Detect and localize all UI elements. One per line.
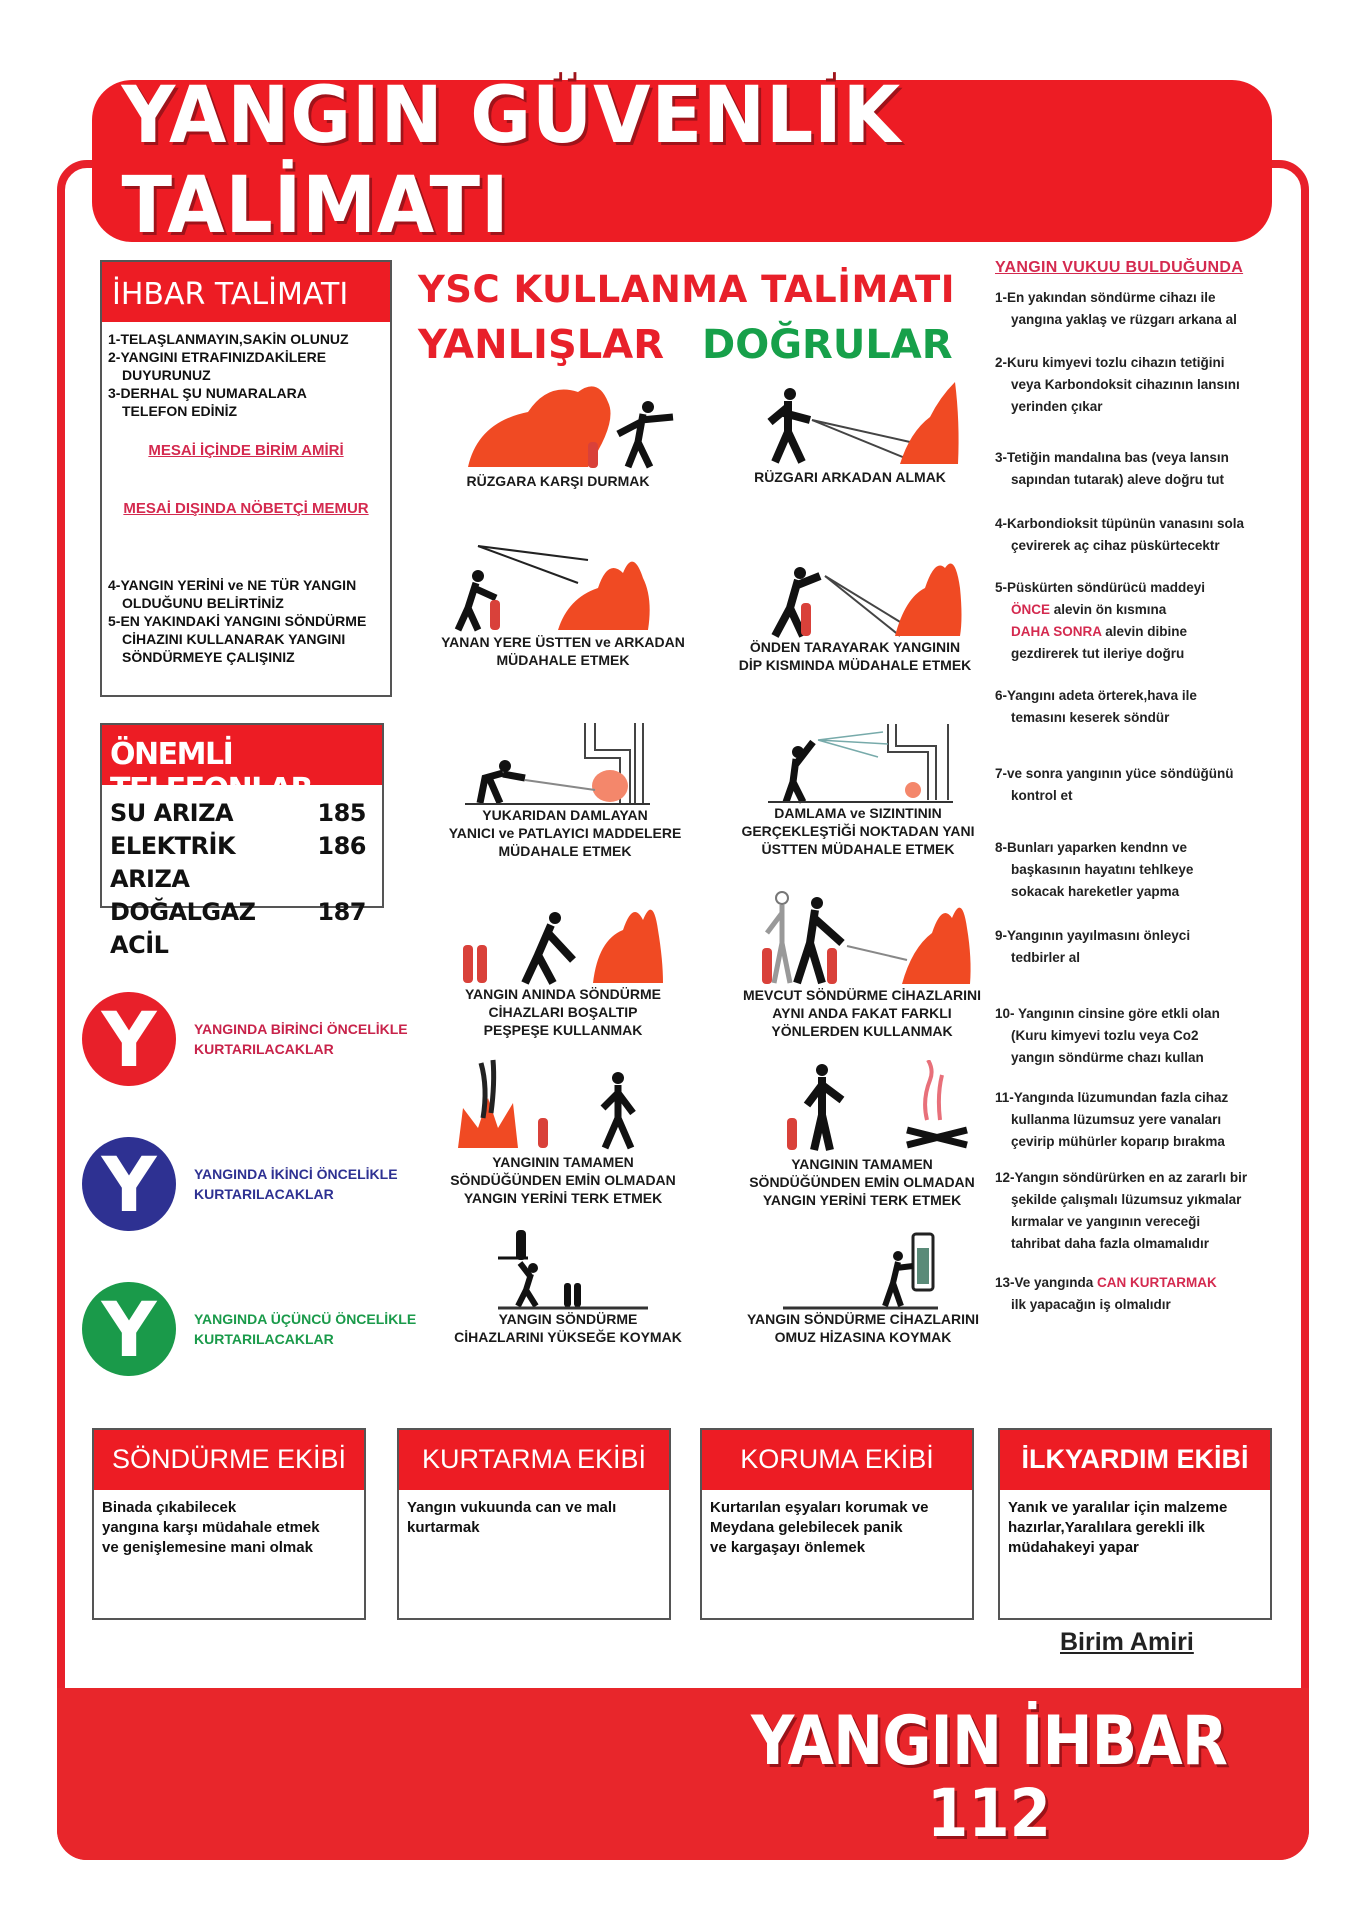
pictogram-caption: YANGININ TAMAMEN SÖNDÜĞÜNDEN EMİN OLMADAN YANGIN YERİNİ TERK ETMEK [450,1154,676,1206]
pictogram-caption: YUKARIDAN DAMLAYAN YANICI ve PATLAYICI MADDELERE MÜDAHALE ETMEK [448,807,682,859]
pictogram-caption: YANGIN SÖNDÜRME CİHAZLARINI YÜKSEĞE KOYMAK [454,1311,682,1345]
empty-extinguishers-wrong-icon [443,890,683,985]
priority-badge-red-icon: Y [82,992,176,1086]
priority-badge-green-icon: Y [82,1282,176,1376]
sweep-base-right-icon [735,548,975,638]
ihbar-step: 4-YANGIN YERİNİ ve NE TÜR YANGIN [108,577,357,593]
priority-second [82,1137,398,1231]
instruction-item: 9-Yangının yayılmasını önleyci tedbirler al [995,928,1191,965]
contact-in-hours: MESAİ İÇİNDE BİRİM AMİRİ [148,442,344,459]
instruction-item: 13-Ve yangında CAN KURTARMAK ilk yapacağın iş olmalıdır [995,1275,1217,1312]
spray-from-top-wrong-icon [438,538,688,633]
team-title: KORUMA EKİBİ [702,1430,972,1490]
wrong-pictogram [418,1058,708,1207]
ihbar-step-cont: SÖNDÜRMEYE ÇALIŞINIZ [122,649,295,665]
phone-row [102,830,382,896]
pictogram-caption: YANGININ TAMAMEN SÖNDÜĞÜNDEN EMİN OLMADAN YANGIN YERİNİ TERK ETMEK [749,1156,975,1208]
instruction-item: 1-En yakından söndürme cihazı ile yangına yaklaş ve rüzgarı arkana al [995,290,1237,327]
instruction-item: 2-Kuru kimyevi tozlu cihazın tetiğini veya Karbondoksit cihazının lansını yerinden çıkar [995,355,1240,414]
pictogram-caption: DAMLAMA ve SIZINTININ GERÇEKLEŞTİĞİ NOKTADAN YANI ÜSTTEN MÜDAHALE ETMEK [741,805,975,857]
team-sondurme [92,1428,366,1620]
priority-badge-blue-icon: Y [82,1137,176,1231]
right-pictogram [708,722,1008,858]
ihbar-step: 5-EN YAKINDAKİ YANGINI SÖNDÜRME [108,613,367,629]
instruction-item: 12-Yangın söndürürken en az zararlı bir şekilde çalışmalı lüzumsuz yıkmalar kırmalar ve yangının vereceği tahribat daha fazla olmamalıdır [995,1170,1248,1251]
contact-out-hours: MESAİ DIŞINDA NÖBETÇİ MEMUR [123,500,369,517]
team-title: KURTARMA EKİBİ [399,1430,669,1490]
leaving-fire-wrong-icon [443,1058,683,1153]
wrong-pictogram [420,718,710,860]
team-kurtarma [397,1428,671,1620]
dripping-fire-wrong-icon [445,718,685,806]
ihbar-step-cont: TELEFON EDİNİZ [122,403,238,419]
pictogram-caption: YANAN YERE ÜSTTEN ve ARKADAN MÜDAHALE ETMEK [441,634,685,668]
pictogram-caption: YANGIN ANINDA SÖNDÜRME CİHAZLARI BOŞALTIP PEŞPEŞE KULLANMAK [464,986,661,1038]
right-pictogram [718,1228,1008,1346]
right-pictogram [710,548,1000,674]
important-phones-title: ÖNEMLİ TELEFONLAR [102,725,382,785]
ihbar-step-cont: DUYURUNUZ [122,367,211,383]
signature-label: Birim Amiri [1060,1628,1194,1656]
wrong-pictogram [428,1228,708,1346]
team-description: Yanık ve yaralılar için malzeme hazırlar,Yaralılara gerekli ilk müdahakeyi yapar [1008,1499,1228,1556]
on-fire-instructions [995,257,1305,1312]
right-column-title: DOĞRULAR [702,322,953,368]
fire-wind-wrong-icon [438,372,678,472]
phone-label: ELEKTRİK ARIZA [110,832,236,893]
instruction-item: 3-Tetiğin mandalına bas (veya lansın sapından tutarak) aleve doğru tut [995,450,1229,487]
shoulder-height-right-icon [743,1228,983,1310]
ihbar-talimati-title: İHBAR TALİMATI [102,262,390,322]
team-description: Binada çıkabilecek yangına karşı müdahale etmek ve genişlemesine mani olmak [102,1499,320,1556]
instruction-item: 6-Yangını adeta örterek,hava ile temasını keserek söndür [995,688,1197,725]
instruction-item: 5-Püskürten söndürücü maddeyi ÖNCE alevin ön kısmına DAHA SONRA alevin dibine gezdirerek tut ileriye doğru [995,580,1206,661]
phone-label: DOĞALGAZ ACİL [110,898,256,959]
priority-label: YANGINDA İKİNCİ ÖNCELİKLE KURTARILACAKLAR [194,1166,398,1202]
phone-number: 186 [317,832,366,860]
instruction-item: 10- Yangının cinsine göre etkli olan (Kuru kimyevi tozlu veya Co2 yangın söndürme chazı kullan [995,1006,1220,1065]
team-description: Kurtarılan eşyaları korumak ve Meydana gelebilecek panik ve kargaşayı önlemek [710,1499,929,1556]
phone-number: 187 [317,898,366,926]
instruction-item: 11-Yangında lüzumundan fazla cihaz kullanma lüzumsuz yere vanaları çevirip mühürler koparıp bırakma [995,1090,1229,1149]
instruction-item: 4-Karbondioksit tüpünün vanasını sola çevirerek aç cihaz püskürtecektr [995,516,1245,553]
ihbar-step-cont: CİHAZINI KULLANARAK YANGINI [122,631,346,647]
right-pictogram [712,888,1012,1040]
wind-behind-right-icon [730,372,970,468]
important-phones-box [100,723,384,959]
priority-label: YANGINDA BİRİNCİ ÖNCELİKLE KURTARILACAKLAR [194,1021,408,1057]
pictogram-caption: RÜZGARA KARŞI DURMAK [466,473,650,489]
ihbar-step: 3-DERHAL ŞU NUMARALARA [108,385,307,401]
ihbar-step: 1-TELAŞLANMAYIN,SAKİN OLUNUZ [108,331,349,347]
fire-report-number: YANGIN İHBAR 112 [750,1702,1228,1852]
team-koruma [700,1428,974,1620]
team-ilkyardim [998,1428,1272,1620]
wrong-pictogram [428,538,698,669]
instruction-item: 7-ve sonra yangının yüce söndüğünü kontrol et [995,766,1234,803]
priority-label: YANGINDA ÜÇÜNCÜ ÖNCELİKLE KURTARILACAKLAR [194,1311,417,1347]
pictogram-caption: ÖNDEN TARAYARAK YANGININ DİP KISMINDA MÜDAHALE ETMEK [738,639,972,673]
pictogram-caption: YANGIN SÖNDÜRME CİHAZLARINI OMUZ HİZASINA KOYMAK [746,1311,980,1345]
ihbar-step-cont: OLDUĞUNU BELİRTİNİZ [122,595,284,611]
ihbar-talimati-box [100,260,392,697]
extinguisher-high-wrong-icon [448,1228,688,1310]
team-description: Yangın vukuunda can ve malı kurtarmak [407,1499,617,1536]
right-pictogram [712,1060,1012,1209]
wrong-column-title: YANLIŞLAR [418,322,664,368]
priority-third [82,1282,416,1376]
spray-leak-point-right-icon [738,722,978,804]
on-fire-title: YANGIN VUKUU BULDUĞUNDA [995,259,1244,276]
instruction-item: 8-Bunları yaparken kendnn ve başkasının hayatını tehlkeye sokacak hareketler yapma [995,840,1194,899]
ysc-title: YSC KULLANMA TALİMATI [418,268,956,311]
multiple-directions-right-icon [742,888,982,986]
ihbar-steps [102,322,390,666]
poster-header [92,71,1272,251]
wrong-pictogram [428,890,698,1039]
pictogram-caption: MEVCUT SÖNDÜRME CİHAZLARINI AYNI ANDA FAKAT FARKLI YÖNLERDEN KULLANMAK [743,987,981,1039]
priority-first [82,992,408,1086]
phone-row [102,896,382,962]
pictogram-caption: RÜZGARI ARKADAN ALMAK [754,469,946,485]
team-title: SÖNDÜRME EKİBİ [94,1430,364,1490]
wrong-pictogram [428,372,688,490]
poster-title: YANGIN GÜVENLİK TALİMATI [121,71,902,251]
leaving-smoke-right-icon [742,1060,982,1155]
ihbar-step: 2-YANGINI ETRAFINIZDAKİLERE [108,349,327,365]
phone-number: 185 [317,799,366,827]
fire-report-banner [57,1688,1309,1860]
right-pictogram [720,372,980,486]
team-title: İLKYARDIM EKİBİ [1000,1430,1270,1490]
phone-label: SU ARIZA [110,799,234,827]
